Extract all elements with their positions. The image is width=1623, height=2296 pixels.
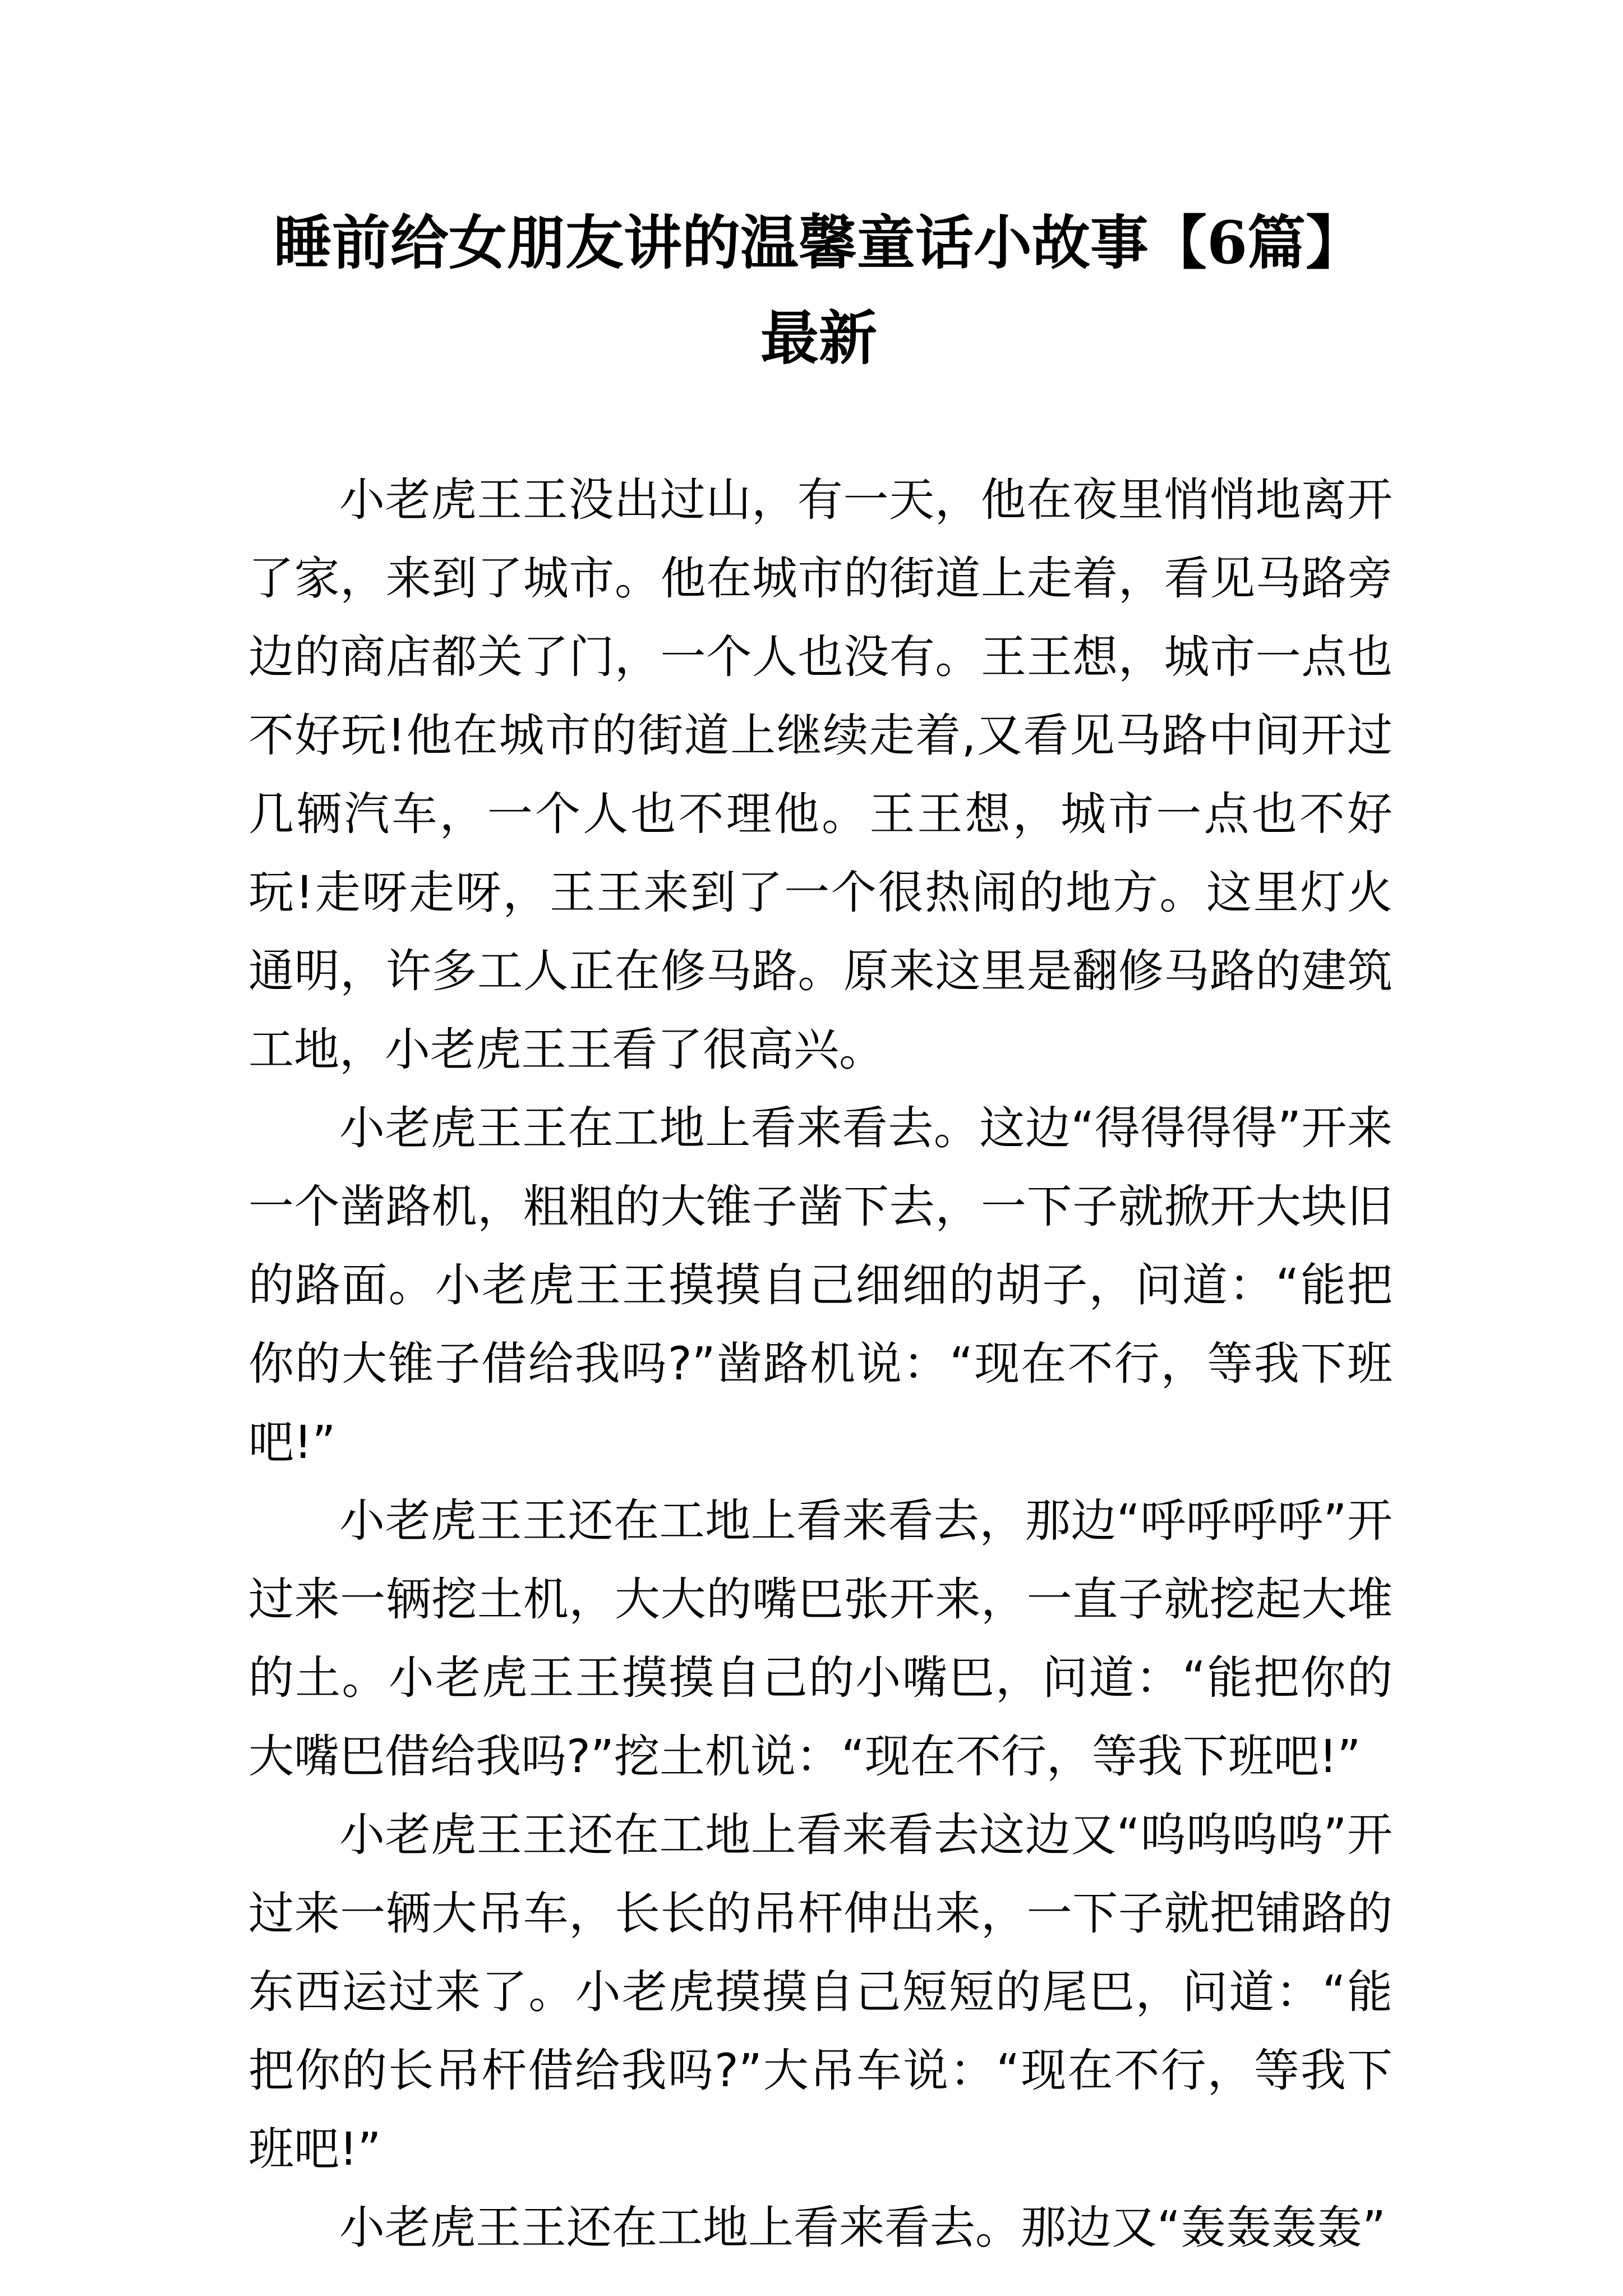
title-line-1: 睡前给女朋友讲的温馨童话小故事【6篇】 bbox=[273, 208, 1364, 277]
paragraph-4: 小老虎王王还在工地上看来看去这边又“呜呜呜呜”开过来一辆大吊车，长长的吊杆伸出来，一下子就把铺路的东西运过来了。小老虎摸摸自己短短的尾巴，问道：“能把你的长吊杆借给我吗?”大吊车说：“现在不行，等我下班吧!” bbox=[248, 1809, 1393, 2176]
document-title bbox=[236, 195, 1402, 386]
paragraph-3: 小老虎王王还在工地上看来看去，那边“呼呼呼呼”开过来一辆挖土机，大大的嘴巴张开来，一直子就挖起大堆的土。小老虎王王摸摸自己的小嘴巴，问道：“能把你的大嘴巴借给我吗?”挖土机说：“现在不行，等我下班吧!” bbox=[248, 1495, 1393, 1783]
title-line-2: 最新 bbox=[760, 303, 877, 372]
paragraph-2: 小老虎王王在工地上看来看去。这边“得得得得”开来一个凿路机，粗粗的大锥子凿下去，一下子就掀开大块旧的路面。小老虎王王摸摸自己细细的胡子，问道：“能把你的大锥子借给我吗?”凿路机说：“现在不行，等我下班吧!” bbox=[248, 1102, 1393, 1469]
paragraph-5: 小老虎王王还在工地上看来看去。那边又“轰轰轰轰” bbox=[339, 2202, 1386, 2254]
document-body bbox=[248, 461, 1393, 2267]
paragraph-1: 小老虎王王没出过山，有一天，他在夜里悄悄地离开了家，来到了城市。他在城市的街道上走着，看见马路旁边的商店都关了门，一个人也没有。王王想，城市一点也不好玩!他在城市的街道上继续走着,又看见马路中间开过几辆汽车，一个人也不理他。王王想，城市一点也不好玩!走呀走呀，王王来到了一个很热闹的地方。这里灯火通明，许多工人正在修马路。原来这里是翻修马路的建筑工地，小老虎王王看了很高兴。 bbox=[248, 474, 1393, 1076]
